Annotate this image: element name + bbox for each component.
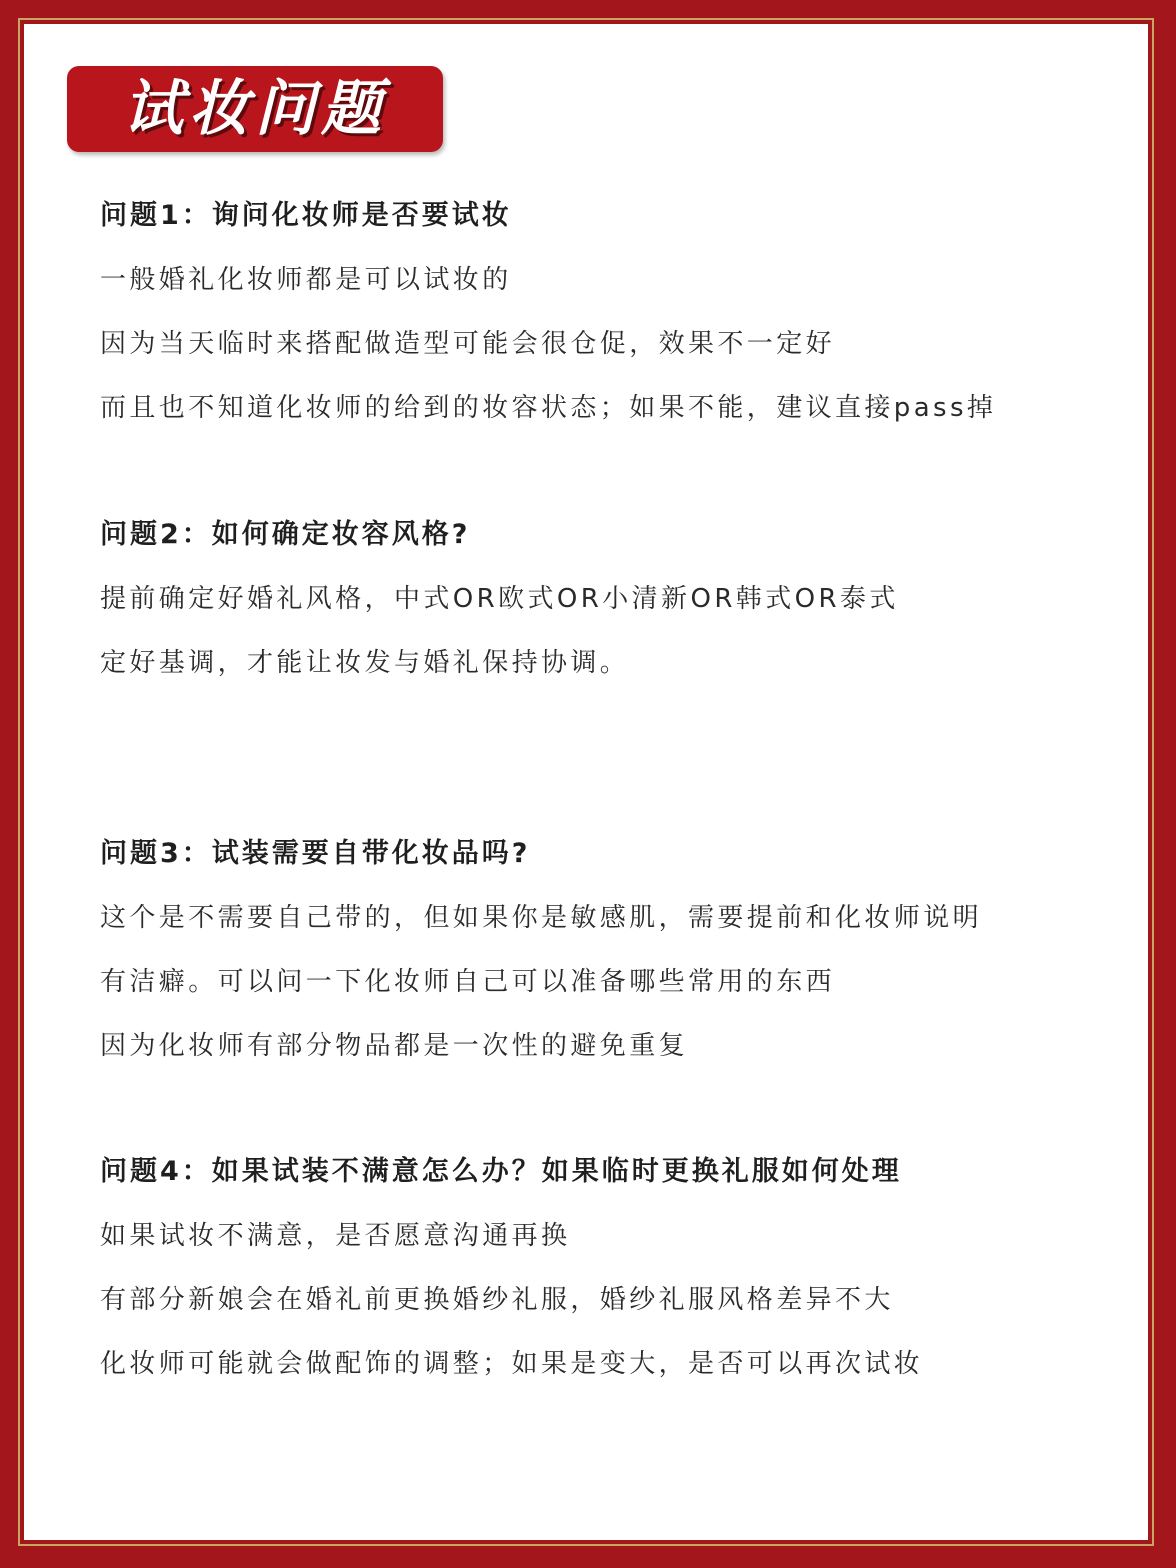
answer-line: 如果试妆不满意，是否愿意沟通再换: [100, 1221, 571, 1251]
question-section-2: [100, 517, 1100, 709]
page-title: 试妆问题: [123, 74, 387, 144]
question-section-1: [100, 198, 1100, 454]
question-section-4: [100, 1154, 1100, 1410]
answer-line: 有洁癖。可以问一下化妆师自己可以准备哪些常用的东西: [100, 967, 836, 997]
question-title-4: 问题4：如果试装不满意怎么办？如果临时更换礼服如何处理: [100, 1156, 902, 1187]
answer-line: 因为化妆师有部分物品都是一次性的避免重复: [100, 1031, 689, 1061]
answer-line: 化妆师可能就会做配饰的调整；如果是变大，是否可以再次试妆: [100, 1349, 924, 1379]
question-title-1: 问题1：询问化妆师是否要试妆: [100, 200, 512, 231]
title-banner: [67, 66, 443, 152]
answer-line: 因为当天临时来搭配做造型可能会很仓促，效果不一定好: [100, 329, 836, 359]
answer-line: 而且也不知道化妆师的给到的妆容状态；如果不能，建议直接pass掉: [100, 393, 997, 423]
answer-line: 有部分新娘会在婚礼前更换婚纱礼服，婚纱礼服风格差异不大: [100, 1285, 894, 1315]
question-title-2: 问题2：如何确定妆容风格?: [100, 519, 471, 550]
answer-line: 一般婚礼化妆师都是可以试妆的: [100, 265, 512, 295]
answer-line: 定好基调，才能让妆发与婚礼保持协调。: [100, 648, 630, 678]
answer-line: 这个是不需要自己带的，但如果你是敏感肌，需要提前和化妆师说明: [100, 903, 983, 933]
question-title-3: 问题3：试装需要自带化妆品吗?: [100, 838, 531, 869]
answer-line: 提前确定好婚礼风格，中式OR欧式OR小清新OR韩式OR泰式: [100, 584, 899, 614]
question-section-3: [100, 836, 1100, 1092]
